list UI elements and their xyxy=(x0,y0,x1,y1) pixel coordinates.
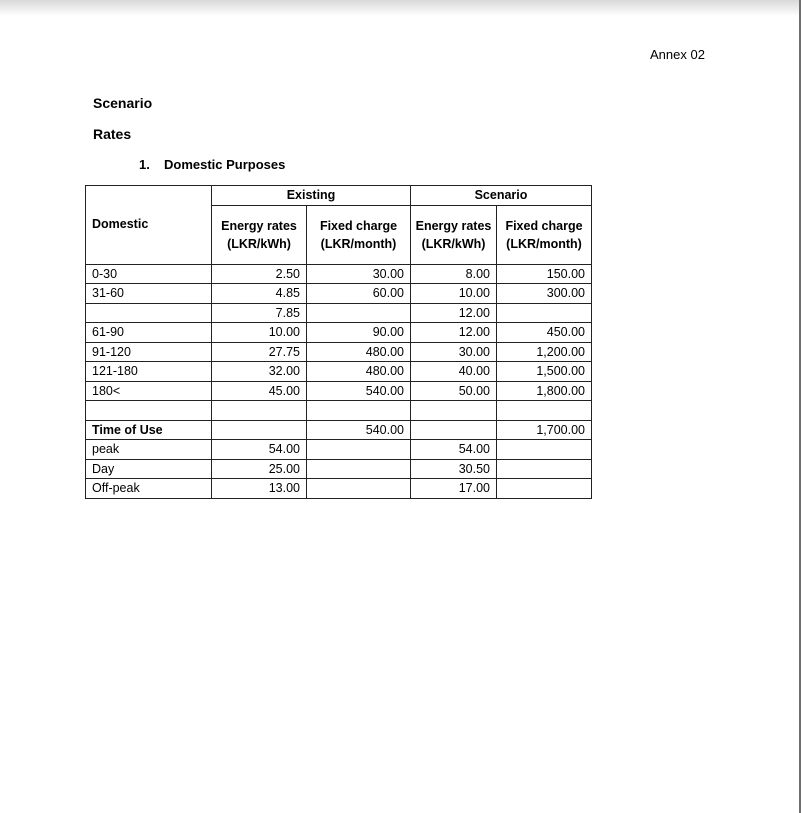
scenario-fixed-cell: 1,500.00 xyxy=(497,362,592,382)
existing-energy-cell: 45.00 xyxy=(212,381,307,401)
table-row xyxy=(86,479,592,499)
existing-fixed-cell: 540.00 xyxy=(307,381,411,401)
list-number: 1. xyxy=(139,157,150,172)
scenario-energy-cell xyxy=(411,420,497,440)
scenario-fixed-cell xyxy=(497,303,592,323)
table-row xyxy=(86,323,592,343)
table-header-row xyxy=(86,186,592,206)
table-row xyxy=(86,420,592,440)
scenario-fixed-cell: 300.00 xyxy=(497,284,592,304)
row-label-cell: Off-peak xyxy=(86,479,212,499)
existing-energy-cell: 25.00 xyxy=(212,459,307,479)
existing-fixed-cell: 480.00 xyxy=(307,362,411,382)
table-row xyxy=(86,440,592,460)
row-label-cell xyxy=(86,401,212,421)
existing-fixed-cell xyxy=(307,401,411,421)
scenario-energy-cell: 8.00 xyxy=(411,264,497,284)
existing-energy-cell: 54.00 xyxy=(212,440,307,460)
scenario-fixed-cell: 1,800.00 xyxy=(497,381,592,401)
scenario-header: Scenario xyxy=(411,186,592,206)
list-title: Domestic Purposes xyxy=(164,157,286,172)
existing-energy-cell: 2.50 xyxy=(212,264,307,284)
scenario-fixed-cell: 450.00 xyxy=(497,323,592,343)
scenario-fixed-cell: 150.00 xyxy=(497,264,592,284)
existing-energy-cell: 13.00 xyxy=(212,479,307,499)
scenario-energy-cell: 17.00 xyxy=(411,479,497,499)
scenario-fixed-header: Fixed charge (LKR/month) xyxy=(497,205,592,264)
table-row xyxy=(86,264,592,284)
table-row xyxy=(86,362,592,382)
scenario-energy-cell xyxy=(411,401,497,421)
table-row xyxy=(86,303,592,323)
row-label-cell: 0-30 xyxy=(86,264,212,284)
row-label-cell: Day xyxy=(86,459,212,479)
existing-energy-cell xyxy=(212,401,307,421)
existing-fixed-cell: 30.00 xyxy=(307,264,411,284)
scenario-fixed-cell xyxy=(497,440,592,460)
rates-heading: Rates xyxy=(93,126,132,142)
scenario-fixed-cell: 1,200.00 xyxy=(497,342,592,362)
existing-fixed-cell xyxy=(307,440,411,460)
table-row xyxy=(86,342,592,362)
scenario-fixed-cell xyxy=(497,479,592,499)
row-label-cell: 180< xyxy=(86,381,212,401)
table-row xyxy=(86,284,592,304)
existing-fixed-cell: 480.00 xyxy=(307,342,411,362)
scenario-energy-cell: 12.00 xyxy=(411,303,497,323)
domestic-header: Domestic xyxy=(86,186,212,265)
domestic-purposes-heading xyxy=(139,157,285,172)
existing-fixed-cell xyxy=(307,459,411,479)
existing-fixed-cell: 90.00 xyxy=(307,323,411,343)
existing-fixed-cell xyxy=(307,303,411,323)
scenario-energy-cell: 30.50 xyxy=(411,459,497,479)
row-label-cell: Time of Use xyxy=(86,420,212,440)
table-row xyxy=(86,401,592,421)
table-row xyxy=(86,381,592,401)
table-row xyxy=(86,459,592,479)
row-label-cell: 31-60 xyxy=(86,284,212,304)
existing-energy-cell: 7.85 xyxy=(212,303,307,323)
existing-fixed-cell: 60.00 xyxy=(307,284,411,304)
scenario-energy-cell: 50.00 xyxy=(411,381,497,401)
scenario-heading: Scenario xyxy=(93,95,153,111)
existing-energy-cell: 4.85 xyxy=(212,284,307,304)
row-label-cell: 121-180 xyxy=(86,362,212,382)
existing-fixed-cell: 540.00 xyxy=(307,420,411,440)
row-label-cell: 91-120 xyxy=(86,342,212,362)
existing-energy-cell: 32.00 xyxy=(212,362,307,382)
existing-fixed-header: Fixed charge (LKR/month) xyxy=(307,205,411,264)
scenario-energy-cell: 30.00 xyxy=(411,342,497,362)
existing-energy-cell: 10.00 xyxy=(212,323,307,343)
scenario-energy-cell: 40.00 xyxy=(411,362,497,382)
scenario-fixed-cell xyxy=(497,401,592,421)
rates-table xyxy=(85,185,592,499)
annex-label: Annex 02 xyxy=(650,47,705,62)
existing-energy-cell xyxy=(212,420,307,440)
existing-energy-header: Energy rates (LKR/kWh) xyxy=(212,205,307,264)
existing-fixed-cell xyxy=(307,479,411,499)
scenario-energy-cell: 10.00 xyxy=(411,284,497,304)
existing-energy-cell: 27.75 xyxy=(212,342,307,362)
scenario-energy-header: Energy rates (LKR/kWh) xyxy=(411,205,497,264)
scenario-energy-cell: 12.00 xyxy=(411,323,497,343)
scenario-energy-cell: 54.00 xyxy=(411,440,497,460)
scenario-fixed-cell xyxy=(497,459,592,479)
row-label-cell xyxy=(86,303,212,323)
scenario-fixed-cell: 1,700.00 xyxy=(497,420,592,440)
row-label-cell: 61-90 xyxy=(86,323,212,343)
existing-header: Existing xyxy=(212,186,411,206)
row-label-cell: peak xyxy=(86,440,212,460)
